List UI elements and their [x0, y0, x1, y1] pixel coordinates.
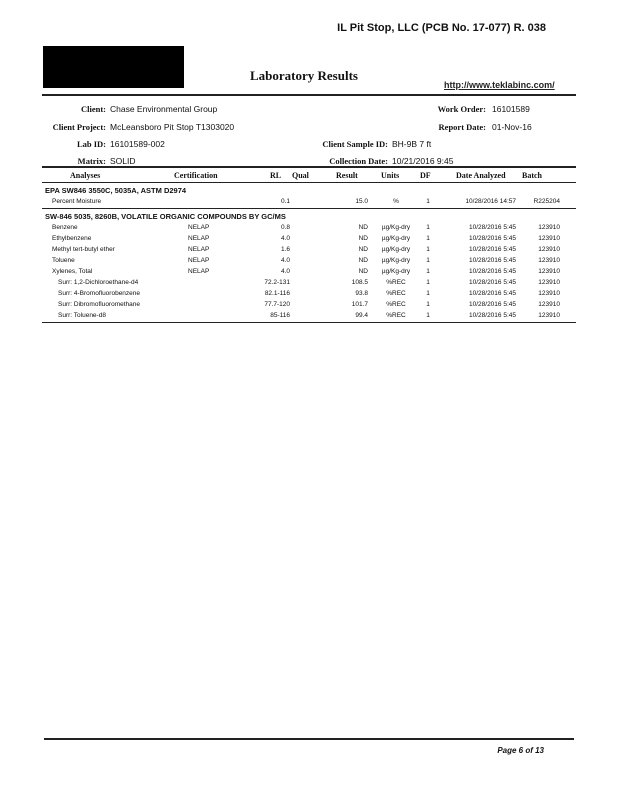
footer-rule	[44, 738, 574, 740]
col-df: DF	[420, 171, 431, 180]
collection-date-label: Collection Date:	[329, 156, 388, 166]
cell-analyte: Surr: 1,2-Dichloroethane-d4	[58, 279, 139, 286]
cell-units: µg/Kg-dry	[381, 257, 411, 264]
cell-units: µg/Kg-dry	[381, 268, 411, 275]
cell-result: ND	[358, 246, 368, 253]
cell-analyte: Surr: Toluene-d8	[58, 312, 106, 319]
cell-date-analyzed: 10/28/2016 5:45	[469, 301, 516, 308]
cell-batch: 123910	[538, 279, 560, 286]
cell-df: 1	[426, 257, 430, 264]
cell-units: %	[393, 198, 399, 205]
cell-units: µg/Kg-dry	[381, 246, 411, 253]
section-title-voc: SW-846 5035, 8260B, VOLATILE ORGANIC COMPOUNDS BY GC/MS	[45, 212, 286, 221]
cell-certification: NELAP	[188, 246, 210, 253]
cell-df: 1	[426, 268, 430, 275]
cell-certification: NELAP	[188, 235, 210, 242]
work-order-label: Work Order:	[437, 104, 486, 114]
work-order-value: 16101589	[492, 104, 530, 114]
cell-rl: 85-116	[270, 312, 290, 319]
cell-batch: 123910	[538, 246, 560, 253]
lab-id-label: Lab ID:	[76, 139, 106, 149]
cell-batch: 123910	[538, 235, 560, 242]
cell-df: 1	[426, 279, 430, 286]
report-date-value: 01-Nov-16	[492, 122, 532, 132]
cell-analyte: Ethylbenzene	[52, 235, 92, 242]
cell-analyte: Toluene	[52, 257, 75, 264]
cell-rl: 0.8	[280, 224, 290, 231]
cell-batch: 123910	[538, 312, 560, 319]
table-bottom-rule	[42, 322, 576, 323]
report-date-label: Report Date:	[438, 122, 486, 132]
cell-df: 1	[426, 224, 430, 231]
cell-rl: 4.0	[280, 235, 290, 242]
cell-date-analyzed: 10/28/2016 5:45	[469, 246, 516, 253]
cell-rl: 4.0	[280, 268, 290, 275]
client-value: Chase Environmental Group	[110, 104, 218, 114]
cell-date-analyzed: 10/28/2016 5:45	[469, 279, 516, 286]
matrix-label: Matrix:	[77, 156, 106, 166]
col-analyses: Analyses	[70, 171, 101, 180]
cell-df: 1	[426, 290, 430, 297]
page-number: Page 6 of 13	[497, 746, 544, 755]
cell-df: 1	[426, 246, 430, 253]
sample-id-label: Client Sample ID:	[322, 139, 388, 149]
cell-result: 93.8	[355, 290, 368, 297]
cell-analyte: Xylenes, Total	[52, 268, 93, 275]
col-date-analyzed: Date Analyzed	[456, 171, 506, 180]
cell-rl: 0.1	[280, 198, 290, 205]
top-rule	[42, 94, 576, 96]
col-units: Units	[381, 171, 400, 180]
cell-rl: 72.2-131	[264, 279, 290, 286]
cell-analyte: Surr: 4-Bromofluorobenzene	[58, 290, 141, 297]
cell-analyte: Percent Moisture	[52, 198, 102, 205]
cell-certification: NELAP	[188, 268, 210, 275]
table-top-rule	[42, 166, 576, 168]
cell-units: %REC	[386, 301, 406, 308]
col-qual: Qual	[292, 171, 309, 180]
cell-batch: R225204	[533, 198, 560, 205]
cell-result: 108.5	[351, 279, 368, 286]
section-title-moisture: EPA SW846 3550C, 5035A, ASTM D2974	[45, 186, 187, 195]
lab-website-link[interactable]: http://www.teklabinc.com/	[444, 80, 555, 90]
cell-batch: 123910	[538, 290, 560, 297]
cell-df: 1	[426, 235, 430, 242]
cell-date-analyzed: 10/28/2016 5:45	[469, 257, 516, 264]
cell-batch: 123910	[538, 268, 560, 275]
report-title: Laboratory Results	[250, 68, 358, 83]
client-label: Client:	[80, 104, 106, 114]
cell-units: %REC	[386, 279, 406, 286]
cell-rl: 1.6	[280, 246, 290, 253]
cell-date-analyzed: 10/28/2016 5:45	[469, 268, 516, 275]
cell-result: 99.4	[355, 312, 368, 319]
cell-date-analyzed: 10/28/2016 5:45	[469, 312, 516, 319]
header-rule	[42, 182, 576, 183]
cell-batch: 123910	[538, 224, 560, 231]
cell-date-analyzed: 10/28/2016 5:45	[469, 235, 516, 242]
cell-certification: NELAP	[188, 224, 210, 231]
cell-df: 1	[426, 312, 430, 319]
cell-analyte: Methyl tert-butyl ether	[52, 246, 115, 253]
col-certification: Certification	[174, 171, 218, 180]
cell-units: µg/Kg-dry	[381, 224, 411, 231]
cell-batch: 123910	[538, 301, 560, 308]
project-value: McLeansboro Pit Stop T1303020	[110, 122, 235, 132]
cell-certification: NELAP	[188, 257, 210, 264]
cell-rl: 77.7-120	[264, 301, 290, 308]
cell-units: µg/Kg-dry	[381, 235, 411, 242]
cell-date-analyzed: 10/28/2016 5:45	[469, 290, 516, 297]
sample-id-value: BH-9B 7 ft	[392, 139, 432, 149]
lab-id-value: 16101589-002	[110, 139, 165, 149]
cell-analyte: Benzene	[52, 224, 78, 231]
project-label: Client Project:	[52, 122, 106, 132]
cell-analyte: Surr: Dibromofluoromethane	[58, 301, 141, 308]
cell-batch: 123910	[538, 257, 560, 264]
cell-rl: 4.0	[280, 257, 290, 264]
cell-result: ND	[358, 224, 368, 231]
case-title: IL Pit Stop, LLC (PCB No. 17-077) R. 038	[337, 22, 546, 34]
cell-result: ND	[358, 235, 368, 242]
cell-units: %REC	[386, 312, 406, 319]
cell-result: ND	[358, 268, 368, 275]
cell-result: 15.0	[355, 198, 368, 205]
cell-df: 1	[426, 198, 430, 205]
cell-result: 101.7	[351, 301, 368, 308]
col-rl: RL	[270, 171, 282, 180]
redacted-logo-block	[43, 46, 184, 88]
col-result: Result	[336, 171, 358, 180]
cell-date-analyzed: 10/28/2016 14:57	[465, 198, 516, 205]
cell-rl: 82.1-116	[264, 290, 290, 297]
section-divider	[42, 208, 576, 209]
cell-result: ND	[358, 257, 368, 264]
cell-date-analyzed: 10/28/2016 5:45	[469, 224, 516, 231]
collection-date-value: 10/21/2016 9:45	[392, 156, 454, 166]
cell-units: %REC	[386, 290, 406, 297]
matrix-value: SOLID	[110, 156, 136, 166]
cell-df: 1	[426, 301, 430, 308]
col-batch: Batch	[522, 171, 542, 180]
